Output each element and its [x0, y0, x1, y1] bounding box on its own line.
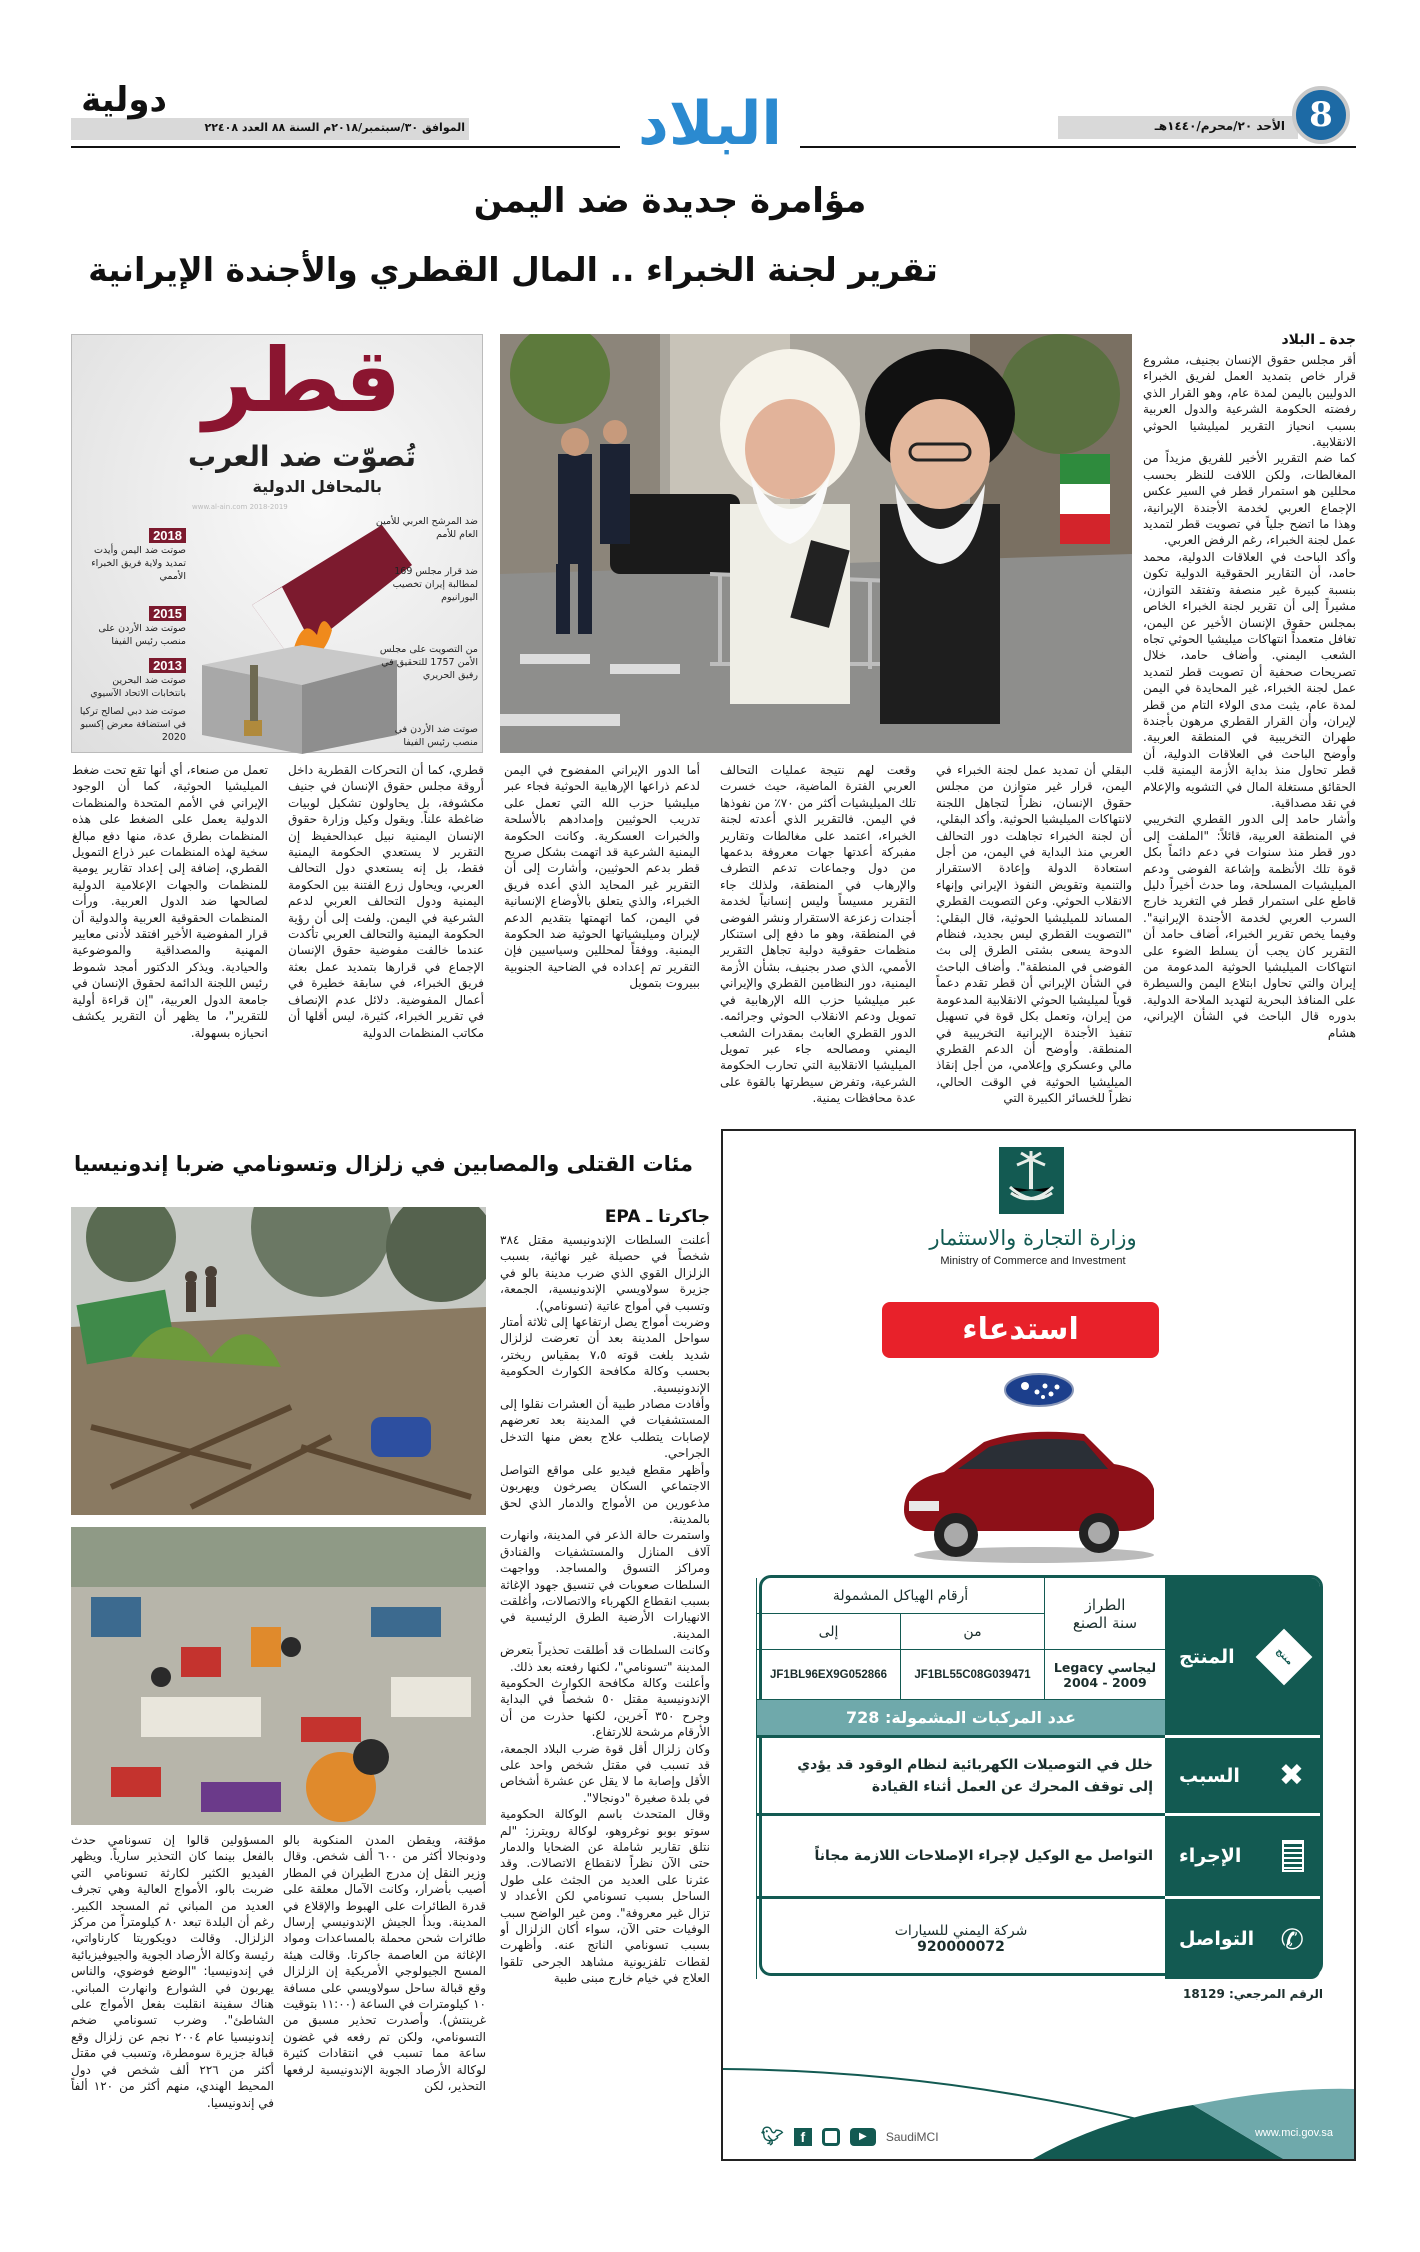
vehicle-count: عدد المركبات المشمولة: 728: [756, 1700, 1165, 1738]
timeline-text: ضد المرشح العربي للأمين العام للأمم: [375, 516, 478, 540]
paragraph: أعلنت السلطات الإندونيسية مقتل ٣٨٤ شخصاً في حصيلة غير نهائية، بسبب الزلزال القوي الذي ضرب مدينة بالو في جزيرة سولاويسي الإندونيسية، الجمعة، وتسبب في أمواج عاتية (تسونامي).: [500, 1233, 710, 1313]
quake-column-1: مؤقتة، ويقطن المدن المنكوبة بالو ودونجالا أكثر من ٦٠٠ ألف شخص. وقال وزير النقل إن مدرج الطيران في المطار أصيب بأضرار، وكانت الآمال معلقة على قدرة الطائرات على الهبوط والإقلاع في المدينة. وبدأ الجيش الإندونيسي إرسال طائرات شحن محملة بالمساعدات ومواد الإغاثة من العاصمة جاكرتا. وقالت هيئة المسح الجيولوجي الأمريكية إن الزلزال وقع قبالة ساحل سولاويسي على مسافة ١٠ كيلومترات في الساعة (١١:٠٠ بتوقيت غرينتش). وأصدرت تحذير مسبق من التسونامي، ولكن تم رفعه في غضون ساعة مما تسبب في انتقادات كثيرة لوكالة الأرصاد الجوية الإندونيسية لرفعها التحذير، لكن: [283, 1833, 486, 2094]
earthquake-debris-photo: [71, 1207, 486, 1515]
model-year-header: [1044, 1578, 1165, 1650]
logo-text: البلاد: [638, 89, 782, 159]
youtube-icon[interactable]: ▶: [850, 2128, 876, 2146]
timeline-left: [78, 525, 186, 744]
paragraph: كما ضم التقرير الأخير للفريق مزيداً من المغالطات، ولكن اللافت للنظر بحسب محللين هو استمرار قطر في السير عكس الإجماع العربي لخدمة الأجندة الإيرانية، وهذا ما اتضح جلياً في تصويت قطر لتمديد عمل لجنة الخبراء، رغم الرفض العربي.: [1143, 451, 1356, 548]
phone-icon: ✆: [1280, 1922, 1304, 1956]
social-links: [761, 2126, 939, 2147]
timeline-text: ضد قرار مجلس 169 لمطالبة إيران تخصيب اليورانيوم: [392, 566, 478, 603]
earthquake-victims-photo: [71, 1527, 486, 1825]
action-label: الإجراء: [1179, 1845, 1242, 1867]
timeline-year: 2018: [149, 528, 186, 543]
padlock-icon: [244, 720, 262, 736]
timeline-year: 2015: [149, 606, 186, 621]
paragraph: وأظهر مقطع فيديو على مواقع التواصل الاجتماعي السكان يصرخون ويهربون مذعورين من الأمواج والدمار الذي لحق بالمدينة.: [500, 1462, 710, 1526]
section-title: دولية: [81, 80, 167, 120]
lead-kicker: [460, 178, 880, 224]
infographic-watermark: www.al-ain.com 2018-2019: [192, 503, 288, 511]
recall-advertisement: [721, 1129, 1356, 2161]
model-value: [1044, 1650, 1165, 1700]
tag-icon: منتج: [1256, 1628, 1313, 1685]
lead-column-5: تعمل من صنعاء، أي أنها تقع تحت ضغط الميليشيا الحوثية، كما أن الوجود الإيراني في الأمم المتحدة والمنظمات الدولية يعمل على الضغط على هذه المنظمات بطرق عدة، منها دفع مبالغ سخية لهذه المنظمات عبر ذراع التمويل القطري، إضافة إلى إعداد تقارير يومية للمنظمات والجهات الإعلامية الدولية لصالحها ضد الدول العربية. ورأت المنظمات الحقوقية العربية والدولية أن قرار المفوضية الأخير افتقد لأدنى معايير المهنية والمصداقية والموضوعية والحيادية. ويذكر الدكتور أمجد شموط رئيس اللجنة الدائمة لحقوق الإنسان في جامعة الدول العربية، "إن قراءة أولية للتقرير"، ما يظهر أن التقرير يكشف انحيازه بسهولة.: [72, 763, 268, 1040]
protest-photo: [500, 334, 1132, 753]
paragraph: وكان زلزال أقل قوة ضرب البلاد الجمعة، قد تسبب في مقتل شخص واحد على الأقل وإصابة ما لا يقل عن عشرة أشخاص في بلدة صغيرة "دونجالا".: [500, 1741, 710, 1805]
newspaper-logo: [620, 84, 800, 164]
from-header: من: [900, 1614, 1044, 1650]
year-label: سنة الصنع: [1072, 1613, 1138, 1632]
paragraph: وكانت السلطات قد أطلقت تحذيراً بتعرض المدينة "تسونامي"، لكنها رفعته بعد ذلك.: [500, 1643, 710, 1674]
quake-right-column: [500, 1232, 710, 2160]
timeline-entry: [78, 655, 186, 705]
gregorian-date: الموافق ٣٠/سبتمبر/٢٠١٨م السنة ٨٨ العدد ٢٢٤٠٨: [204, 121, 465, 134]
quake-headline-text: مئات القتلى والمصابين في زلزال وتسونامي ضربا إندونيسيا: [73, 1152, 694, 1176]
page-number-badge: 8: [1292, 86, 1350, 144]
lead-column-4: قطري، كما أن التحركات القطرية داخل أروقة مجلس حقوق الإنسان في جنيف مكشوفة، بل يحاولون تشكيل لوبيات ضاغطة علناً. ويقول وكيل وزارة حقوق الإنسان اليمنية نبيل عبدالحفيظ إن التقرير لا يستعدي الحكومة اليمنية فقط، بل إنه يستعدي دول التحالف العربي، ويحاول زرع الفتنة بين الحكومة اليمنية ودول التحالف العربي لدعم الشرعية في اليمن. ولفت إلى أن رؤية الحكومة اليمنية والتحالف العربي تأكدت عندما خالفت مفوضية حقوق الإنسان الإجماع في قرارها بتمديد عمل بعثة فريق الخبراء، في سابقة خطيرة في أعمال المفوضية. دلائل عدم الإنصاف في تقرير الخبراء، كثيرة، ليس أقلها أن مكاتب المنظمات الدولية: [288, 763, 484, 1040]
tools-icon: ✖: [1278, 1758, 1304, 1793]
social-handle[interactable]: SaudiMCI: [885, 2129, 939, 2144]
timeline-entry: [78, 603, 186, 655]
paragraph: وأشار حامد إلى الدور القطري التخريبي في المنطقة العربية، قائلاً: "الملفت إلى دور قطر منذ سنوات في دعم دائماً بكل قوة تلك الأنظمة وإشاعة الفوضى ودعم الميليشيات المسلحة، وما حدث أخيراً دليل قاطع على استمرار قطر في التغريد خارج السرب العربي لخدمة الأجندة الإيرانية". وفيما يخص تقرير الخبراء، أضاف حامد أن التقرير كان يجب أن يسلط الضوء على انتهاكات الميليشيا الحوثية المدعومة من إيران والتي تحاول ابتلاع اليمن والسيطرة على المنافذ البحرية لتهديد الملاحة الدولية. بدوره قال الباحث في الشأن الإيراني، هشام: [1143, 812, 1356, 1040]
ministry-name-ar: وزارة التجارة والاستثمار: [929, 1226, 1137, 1250]
contact-info: [756, 1899, 1165, 1979]
action-text: التواصل مع الوكيل لإجراء الإصلاحات اللازمة مجاناً: [756, 1816, 1165, 1899]
timeline-text: من التصويت على مجلس الأمن 1757 للتحقيق في رفيق الحريري: [379, 644, 478, 681]
infographic-subtitle: تُصوّت ضد العرب: [188, 440, 416, 473]
ministry-emblem: [996, 1145, 1067, 1216]
contact-phone: 920000072: [917, 1939, 1005, 1955]
lead-headline: [78, 228, 948, 312]
car-image: [894, 1415, 1164, 1565]
lead-column-3: أما الدور الإيراني المفضوح في اليمن لدعم ذراعها الإرهابية الحوثية فجاء عبر ميليشيا حزب الله التي تعمل على تدريب الحوثيين وإمدادهم بالأسلحة والخبرات العسكرية. وكانت الحكومة اليمنية الشرعية قد اتهمت بشكل صريح قطر بدعم الحوثيين، وأشارت إلى أن التقرير غير المحايد الذي أعده فريق الخبراء، والذي يتعلق بالأوضاع الإنسانية في اليمن، كما اتهمتها بتقديم الدعم لإيران وميليشياتها الحوثية ضد الحكومة اليمنية. ووفقاً لمحللين وسياسيين فإن التقرير تم إعداده في الضاحية الجنوبية ببيروت بتمويل: [504, 763, 700, 991]
contact-row-header: [1165, 1899, 1320, 1979]
infographic-subtitle2: بالمحافل الدولية: [252, 477, 382, 496]
timeline-entry: [78, 525, 186, 603]
infographic-title: قطر: [202, 329, 402, 432]
twitter-icon[interactable]: 🐦︎: [761, 2126, 784, 2147]
qatar-infographic: [71, 329, 483, 753]
timeline-text: صوتت ضد الأردن على منصب رئيس الفيفا: [98, 623, 186, 647]
paragraph: وقال المتحدث باسم الوكالة الحكومية سوتو بوبو نوغروهو، لوكالة رويترز: "لم نتلق تقارير شاملة عن الضحايا والدمار حتى الآن نظراً لانقطاع الاتصالات. وقد عثرنا على العديد من الجثث على طول الساحل بسبب تسونامي لكن الأعداد لا تزال غير معروفة". ومن غير الواضح سبب الوفيات حتى الآن، سواء أكان الزلزال أو بسبب تسونامي الناتج عنه. وأظهرت لقطات تلفزيونية مشاهد الجرحى تلقوا العلاج في خيام خارج مبنى طبية: [500, 1807, 710, 1986]
lead-column-2: وقعت لهم نتيجة عمليات التحالف العربي الفترة الماضية، حيث خسرت تلك الميليشيات أكثر من ٧٠٪ من نفوذها في اليمن. فالتقرير الذي أعدته لجنة الخبراء، اعتمد على مغالطات وتقارير مفبركة أعدتها جهات معروفة بدعمها من دول وجماعات تدعم التطرف والإرهاب في المنطقة، ولذلك جاء التقرير مسيساً وليس إنسانياً لخدمة أجندات زعزعة الاستقرار ونشر الفوضى في المنطقة، وهو ما دفع إلى استنكار منظمات حقوقية دولية تجاهل التقرير الأممي، الذي صدر بجنيف، بشأن الأزمة اليمنية، دور النظامين القطري والإيراني عبر ميليشيا حزب الله الإرهابية في تمويل ودعم الانقلاب الحوثي وجرائمه. الدور القطري العابث بمقدرات الشعب اليمني ومصالحه جاء عبر تمويل الميليشيا الانقلابية التي تحارب الحكومة الشرعية، وتفرض سيطرتها بالقوة على عدة محافظات يمنية.: [720, 763, 916, 1106]
paragraph: وأعلنت وكالة مكافحة الكوارث الحكومية الإندونيسية مقتل ٥٠ شخصاً في البداية وجرح ٣٥٠ آخرين، لكنها حذرت من أن الأرقام مرشحة للارتفاع.: [500, 1675, 710, 1740]
recall-details-table: [759, 1575, 1323, 1976]
timeline-text: صوتت ضد الأردن في منصب رئيس الفيفا: [394, 724, 478, 748]
model-years: 2009 - 2004: [1063, 1674, 1147, 1690]
timeline-text: صوتت ضد اليمن وأيدت تمديد ولاية فريق الخبراء الأممي: [91, 545, 186, 582]
paragraph: أقر مجلس حقوق الإنسان بجنيف، مشروع قرار خاص بتمديد العمل لفريق الخبراء الدوليين باليمن لمدة عام، وهو القرار الذي رفضته الحكومة الشرعية والدول العربية بسبب انحياز التقرير لميليشيا الحوثي الانقلابية.: [1143, 353, 1356, 450]
timeline-right: [372, 515, 478, 749]
contact-company: شركة اليمني للسيارات: [894, 1923, 1028, 1939]
product-label: المنتج: [1179, 1645, 1235, 1668]
recall-banner: استدعاء: [882, 1302, 1159, 1358]
lead-dateline: جدة ـ البلاد: [1281, 332, 1356, 348]
to-header: إلى: [756, 1614, 900, 1650]
lead-right-column: [1143, 352, 1356, 1124]
model-name: ليجاسي Legacy: [1053, 1659, 1157, 1675]
chassis-header: أرقام الهياكل المشمولة: [756, 1578, 1044, 1614]
model-label: الطراز: [1084, 1595, 1126, 1614]
to-vin: JF1BL96EX9G052866: [756, 1650, 900, 1700]
headline-text: تقرير لجنة الخبراء .. المال القطري والأجندة الإيرانية: [88, 250, 938, 289]
facebook-icon[interactable]: f: [794, 2128, 812, 2146]
ministry-website[interactable]: www.mci.gov.sa: [1254, 2127, 1333, 2139]
cause-label: السبب: [1179, 1764, 1240, 1787]
product-row-header: [1165, 1578, 1320, 1738]
cause-row-header: [1165, 1738, 1320, 1816]
caricature-left: [720, 349, 860, 704]
timeline-text: صوتت ضد دبي لصالح تركيا في استضافة معرض إكسبو 2020: [79, 706, 186, 743]
paragraph: وأكد الباحث في العلاقات الدولية، محمد حامد، أن التقارير الحقوقية الدولية تكون بنسبة كبيرة غير منصفة وتفتقد التوازن، مشيراً إلى أن تقرير لجنة الخبراء الخاص بمجلس حقوق الإنسان الأخير عن اليمن، تغافل متعمداً انتهاكات ميليشيا الحوثي تجاه الشعب اليمني. وأضاف حامد، خلال تصريحات صحفية أن تصويت قطر لتمديد عمل لجنة الخبراء، غير المحايدة في اليمن لمدة عام، يثبت مدى الولاء التام من قطر لإيران، وأن القرار القطري مرهون بأجندة طهران التخريبية في المنطقة العربية. وأوضح الباحث في العلاقات الدولية، أن قطر تحاول منذ بداية الأزمة اليمنية قلب الحقائق مستغلة المال في التشويه والإعلام في نقد مصداقية.: [1143, 549, 1356, 810]
lead-column-1: البقلي أن تمديد عمل لجنة الخبراء في اليمن، قرار غير متوازن من مجلس حقوق الإنسان، نظراً لتجاهل اللجنة لانتهاكات الميليشيا الحوثية. وأكد البقلي، أن لجنة الخبراء تجاهلت دور التحالف العربي منذ البداية في اليمن، من أجل استعادة الدولة وإعادة الاستقرار والتنمية وتقويض النفوذ الإيراني وإنهاء الانقلاب الحوثي. وعن التصويت القطري المساند للميليشيا الحوثية، قال البقلي: "التصويت القطري ليس بجديد، فنظام الدوحة يسعى بشتى الطرق إلى بث الفوضى في المنطقة". وأضاف الباحث في الشأن الإيراني أن قطر تقدم دعماً قوياً لميليشيا الحوثي الانقلابية المدعومة من إيران، وتعمل بكل قوة في تسهيل تنفيذ الأجندة الإيرانية التخريبية في المنطقة. وأوضح أن الدعم القطري مالي وعسكري وإعلامي، من أجل إنقاذ الميليشيا الحوثية في الوقت الحالي، نظراً للخسائر الكبيرة التي: [936, 763, 1132, 1106]
quake-column-2: المسؤولين قالوا إن تسونامي حدث بالفعل بينما كان التحذير سارياً. ويظهر الفيديو الكثير لكارثة تسونامي التي ضربت بالو، الأمواج العالية وهي تجرف العديد من المباني ثم المسجد الكبير. رغم أن البلدة تبعد ٨٠ كيلومتراً من مركز الزلزال. وقالت دويكوريتا كارناواتي، رئيسة وكالة الأرصاد الجوية والجيوفيزيائية في إندونيسيا: "الوضع فوضوي، والناس يهربون في الشوارع وانهارت المباني. هناك سفينة انقلبت بفعل الأمواج على الشاطئ". وضرب تسونامي ضخم إندونيسيا عام ٢٠٠٤ نجم عن زلزال وقع قبالة جزيرة سومطرة، وتسبب في مقتل أكثر من ٢٢٦ ألف شخص في دول المحيط الهندي، منهم أكثر من ١٢٠ ألفاً في إندونيسيا.: [71, 1833, 274, 2110]
hijri-date: الأحد ٢٠/محرم/١٤٤٠هـ: [1154, 119, 1285, 133]
timeline-year: 2013: [149, 658, 186, 673]
quake-dateline: جاكرتا ـ EPA: [604, 1207, 710, 1227]
subaru-logo: [1003, 1372, 1075, 1408]
from-vin: JF1BL55C08G039471: [900, 1650, 1044, 1700]
instagram-icon[interactable]: [822, 2128, 840, 2146]
contact-label: التواصل: [1179, 1928, 1255, 1950]
action-row-header: [1165, 1816, 1320, 1899]
kicker-text: مؤامرة جديدة ضد اليمن: [473, 181, 867, 221]
caricature-right: [865, 349, 1015, 724]
cause-text: خلل في التوصيلات الكهربائية لنظام الوقود قد يؤدي إلى توقف المحرك عن العمل أثناء القيادة: [756, 1738, 1165, 1816]
paragraph: وضربت أمواج يصل ارتفاعها إلى ثلاثة أمتار سواحل المدينة بعد أن تعرضت لزلزال شديد بلغت قوته ٧،٥ بمقياس ريختر، بحسب وكالة مكافحة الكوارث الحكومية الإندونيسية.: [500, 1315, 710, 1395]
paragraph: واستمرت حالة الذعر في المدينة، وانهارت آلاف المنازل والمستشفيات والفنادق ومراكز التسوق والمساجد. وواجهت السلطات صعوبات في تنسيق جهود الإغاثة بسبب انقطاع الكهرباء والاتصالات، وأغلقت الانهيارات الأرضية الطرق الرئيسية في المدينة.: [500, 1528, 710, 1641]
document-icon: [1282, 1840, 1304, 1872]
timeline-text: صوتت ضد البحرين بانتخابات الاتحاد الآسيوي: [90, 675, 186, 699]
quake-headline: [71, 1132, 696, 1196]
ministry-name-en: Ministry of Commerce and Investment: [940, 1255, 1126, 1267]
reference-number: الرقم المرجعي: 18129: [1183, 1987, 1323, 2001]
flags: [1060, 454, 1110, 544]
paragraph: وأفادت مصادر طبية أن العشرات نقلوا إلى المستشفيات في المدينة بعد تعرضهم لإصابات يتطلب علاج بعض منها التدخل الجراحي.: [500, 1397, 710, 1461]
